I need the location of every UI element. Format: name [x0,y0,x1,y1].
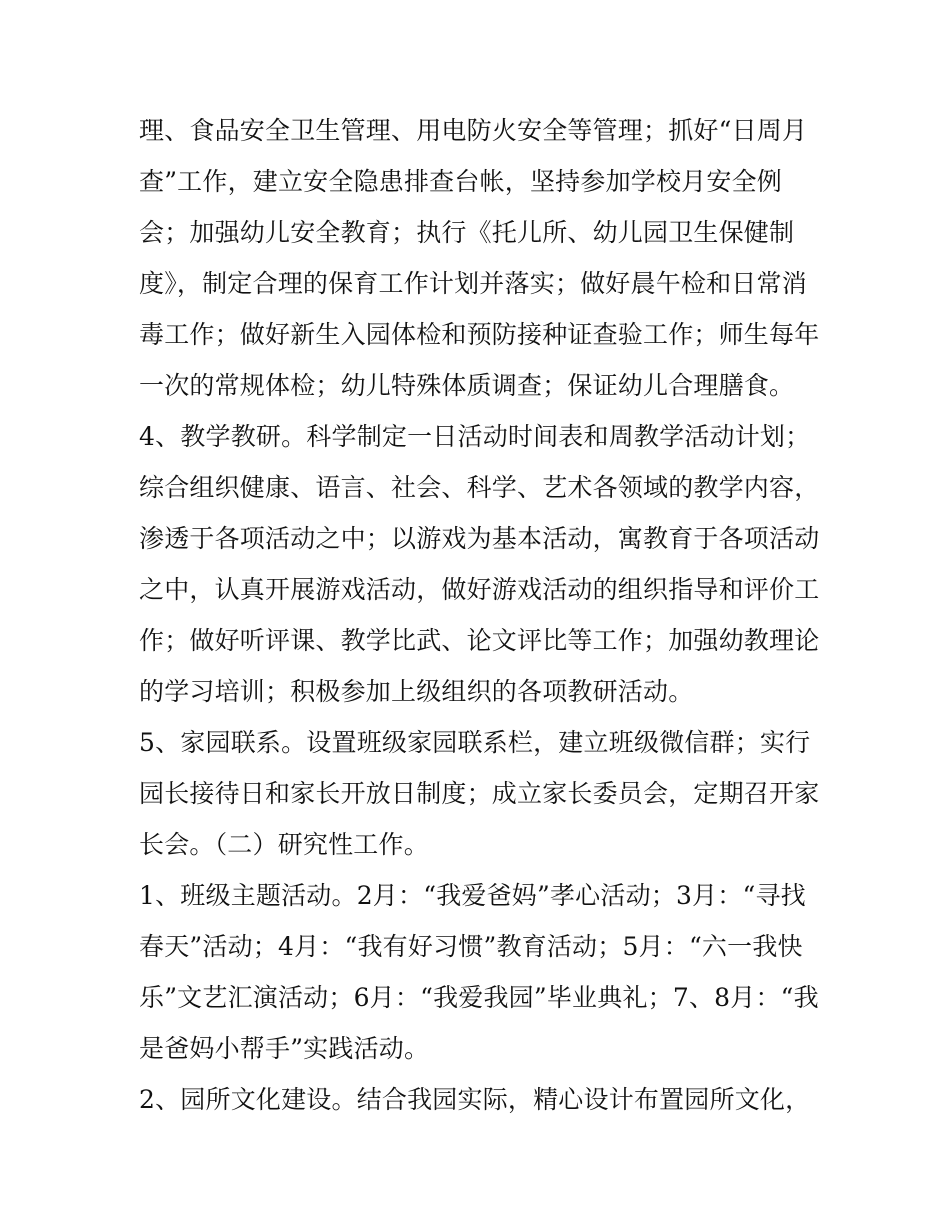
text-line: 的学习培训；积极参加上级组织的各项教研活动。 [139,677,694,706]
text-line: 毒工作；做好新生入园体检和预防接种证查验工作；师生每年 [139,320,820,349]
text-line: 渗透于各项活动之中；以游戏为基本活动，寓教育于各项活动 [139,524,820,553]
text-line: 乐”文艺汇演活动；6月：“我爱我园”毕业典礼；7、8月：“我 [139,983,819,1012]
text-line: 会；加强幼儿安全教育；执行《托儿所、幼儿园卫生保健制 [139,218,795,247]
text-line: 1、班级主题活动。2月：“我爱爸妈”孝心活动；3月：“寻找 [139,881,806,910]
text-line: 春天”活动；4月：“我有好习惯”教育活动；5月：“六一我快 [139,932,803,961]
text-line: 长会。（二）研究性工作。 [139,830,429,859]
text-line: 度》，制定合理的保育工作计划并落实；做好晨午检和日常消 [139,269,807,298]
text-line: 作；做好听评课、教学比武、论文评比等工作；加强幼教理论 [139,626,820,655]
text-line: 之中，认真开展游戏活动，做好游戏活动的组织指导和评价工 [139,575,820,604]
text-line: 是爸妈小帮手”实践活动。 [139,1034,430,1063]
text-line: 查”工作，建立安全隐患排查台帐，坚持参加学校月安全例 [139,167,782,196]
text-line: 4、教学教研。科学制定一日活动时间表和周教学活动计划； [139,422,811,451]
text-line: 园长接待日和家长开放日制度；成立家长委员会，定期召开家 [139,779,820,808]
text-line: 综合组织健康、语言、社会、科学、艺术各领域的教学内容， [139,473,820,502]
text-line: 2、园所文化建设。结合我园实际，精心设计布置园所文化， [139,1085,811,1114]
text-line: 5、家园联系。设置班级家园联系栏，建立班级微信群；实行 [139,728,811,757]
document-page [139,105,819,1125]
text-line: 理、食品安全卫生管理、用电防火安全等管理；抓好“日周月 [139,116,808,145]
text-line: 一次的常规体检；幼儿特殊体质调查；保证幼儿合理膳食。 [139,371,795,400]
